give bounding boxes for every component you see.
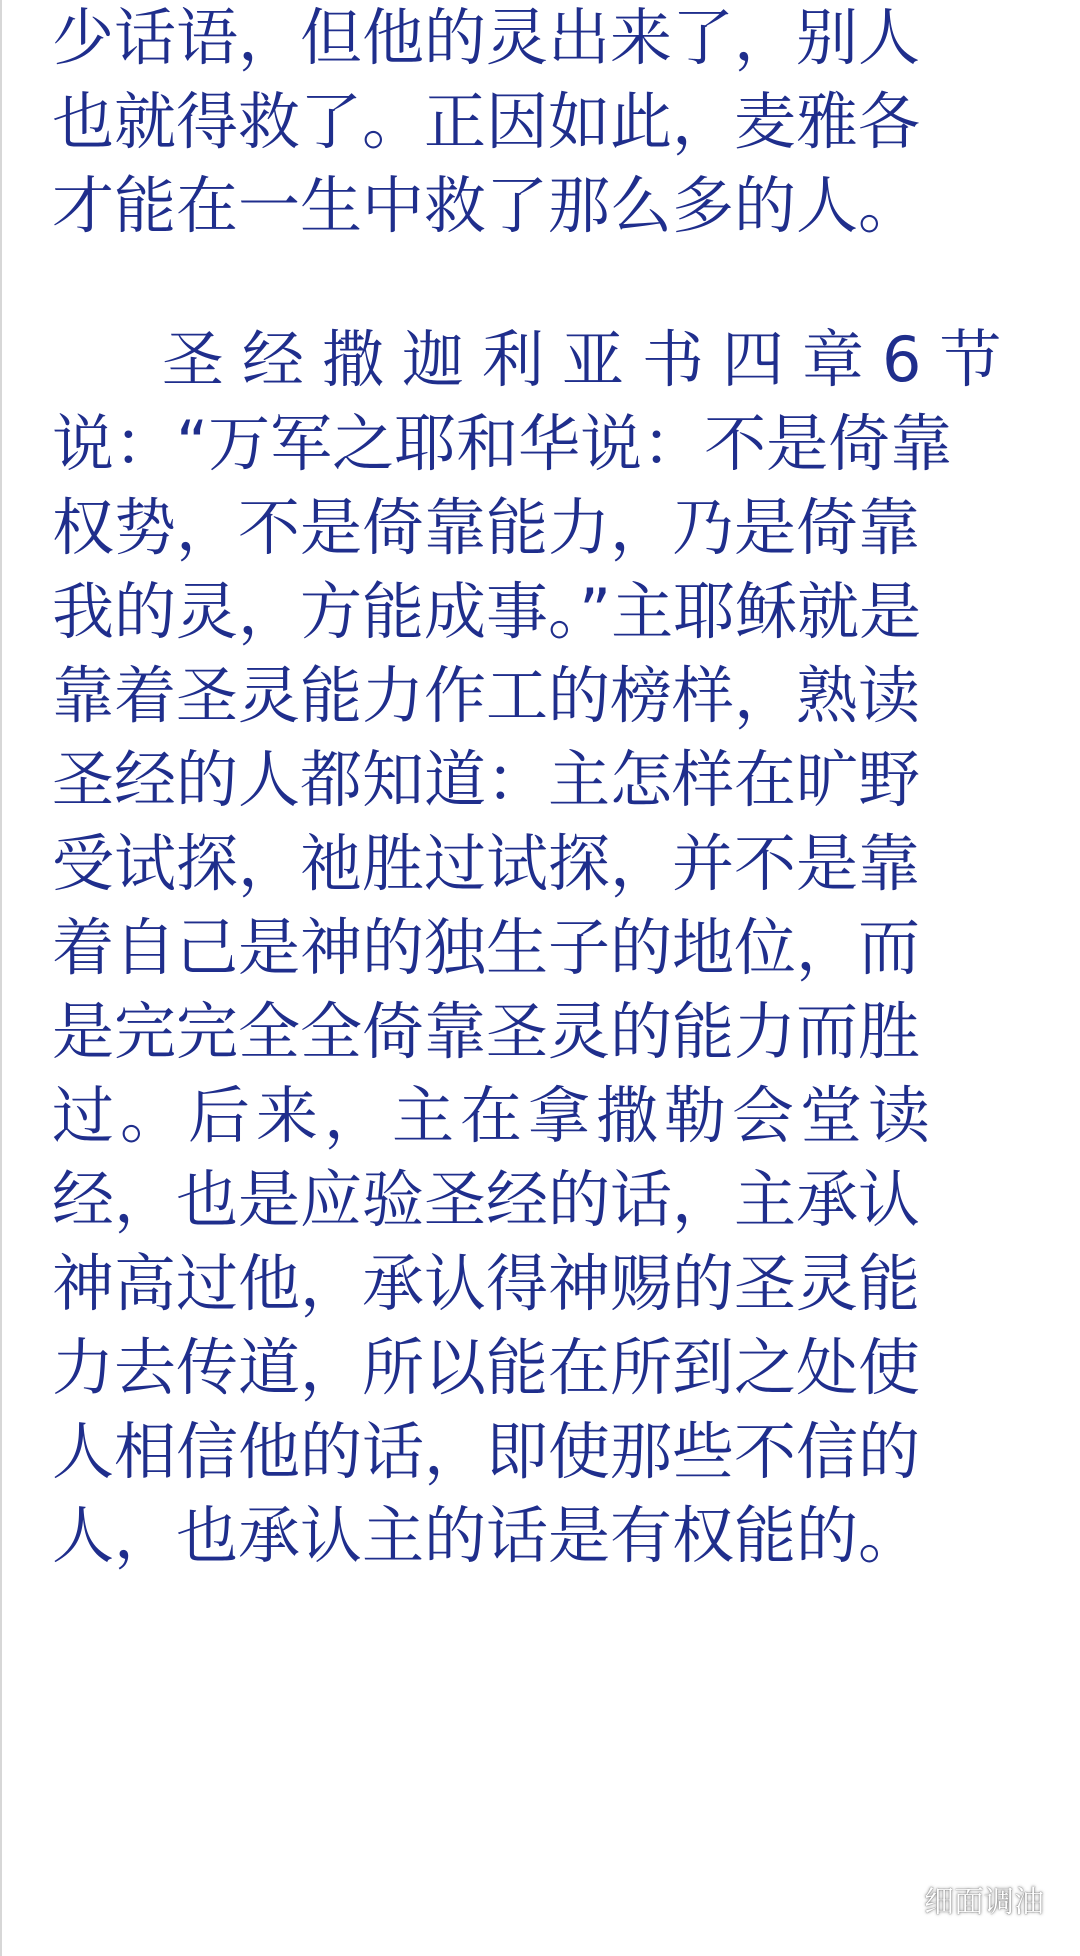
paragraph-line: 受试探，祂胜过试探，并不是靠 [52,827,921,900]
paragraph-line: 也就得救了。正因如此，麦雅各 [52,85,921,158]
paragraph-line: 经，也是应验圣经的话，主承认 [52,1163,921,1236]
paragraph-line: 靠着圣灵能力作工的榜样，熟读 [52,659,921,732]
paragraph-line: 人相信他的话，即使那些不信的 [52,1415,921,1488]
paragraph-line: 我的灵，方能成事。”主耶稣就是 [52,575,922,648]
wechat-watermark [868,1872,1044,1926]
paragraph-line: 力去传道，所以能在所到之处使 [52,1331,921,1404]
paragraph-line: 权势，不是倚靠能力，乃是倚靠 [52,491,921,564]
watermark-label: 细面调油 [924,1885,1044,1920]
paragraph-line: 说：“万军之耶和华说：不是倚靠 [52,407,953,480]
paragraph-line: 少话语，但他的灵出来了，别人 [52,1,921,74]
paragraph-line: 着自己是神的独生子的地位，而 [52,911,921,984]
paragraph-line: 圣经撒迦利亚书四章6节 [162,323,1020,396]
paragraph-line: 是完完全全倚靠圣灵的能力而胜 [52,995,921,1068]
wechat-icon [868,1880,914,1918]
paragraph-line: 才能在一生中救了那么多的人。 [52,169,921,242]
paragraph-line: 圣经的人都知道：主怎样在旷野 [52,743,921,816]
paragraph-line: 人，也承认主的话是有权能的。 [52,1499,921,1572]
paragraph-line: 神高过他，承认得神赐的圣灵能 [52,1247,921,1320]
paragraph-line: 过。后来，主在拿撒勒会堂读 [52,1079,937,1152]
